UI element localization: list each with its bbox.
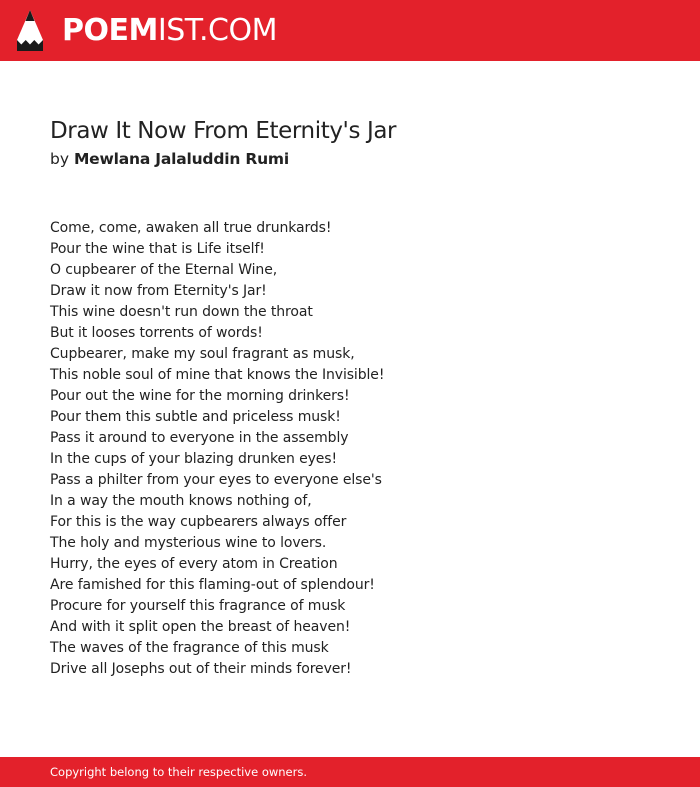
poem-line: Cupbearer, make my soul fragrant as musk, [50, 346, 355, 362]
poem-line: O cupbearer of the Eternal Wine, [50, 262, 278, 278]
poem-line: Procure for yourself this fragrance of musk [50, 598, 346, 614]
poem-author: Mewlana Jalaluddin Rumi [73, 150, 289, 168]
pencil-logo-icon[interactable] [17, 10, 43, 51]
poem-line: In the cups of your blazing drunken eyes! [50, 451, 338, 467]
poem-line: Drive all Josephs out of their minds forever! [50, 661, 352, 677]
poem-line: Pass it around to everyone in the assembly [50, 430, 349, 446]
by-label: by [50, 150, 70, 168]
poem-line: Draw it now from Eternity's Jar! [50, 283, 267, 299]
poem-line: And with it split open the breast of heaven! [50, 619, 351, 635]
poem-title: Draw It Now From Eternity's Jar [50, 118, 397, 144]
poem-line: Pass a philter from your eyes to everyone else's [50, 472, 382, 488]
poem-line: But it looses torrents of words! [50, 325, 263, 341]
logo-text-light: IST.COM [157, 13, 277, 48]
poem-body [50, 218, 384, 680]
poem-line: The holy and mysterious wine to lovers. [50, 535, 327, 551]
poem-line: Pour out the wine for the morning drinkers! [50, 388, 350, 404]
poem-byline [50, 148, 289, 170]
site-header [0, 0, 700, 61]
poem-line: Come, come, awaken all true drunkards! [50, 220, 332, 236]
site-footer [0, 757, 700, 787]
poem-line: Are famished for this flaming-out of splendour! [50, 577, 375, 593]
poem-line: This wine doesn't run down the throat [50, 304, 313, 320]
poem-line: The waves of the fragrance of this musk [50, 640, 329, 656]
poem-line: Pour the wine that is Life itself! [50, 241, 265, 257]
poem-line: In a way the mouth knows nothing of, [50, 493, 312, 509]
poem-line: Pour them this subtle and priceless musk! [50, 409, 341, 425]
poem-line: Hurry, the eyes of every atom in Creation [50, 556, 338, 572]
site-logo[interactable] [62, 13, 277, 49]
copyright-text: Copyright belong to their respective owners. [50, 765, 308, 779]
poem-line: This noble soul of mine that knows the Invisible! [50, 367, 385, 383]
logo-text-bold: POEM [62, 13, 158, 48]
poem-line: For this is the way cupbearers always offer [50, 514, 347, 530]
